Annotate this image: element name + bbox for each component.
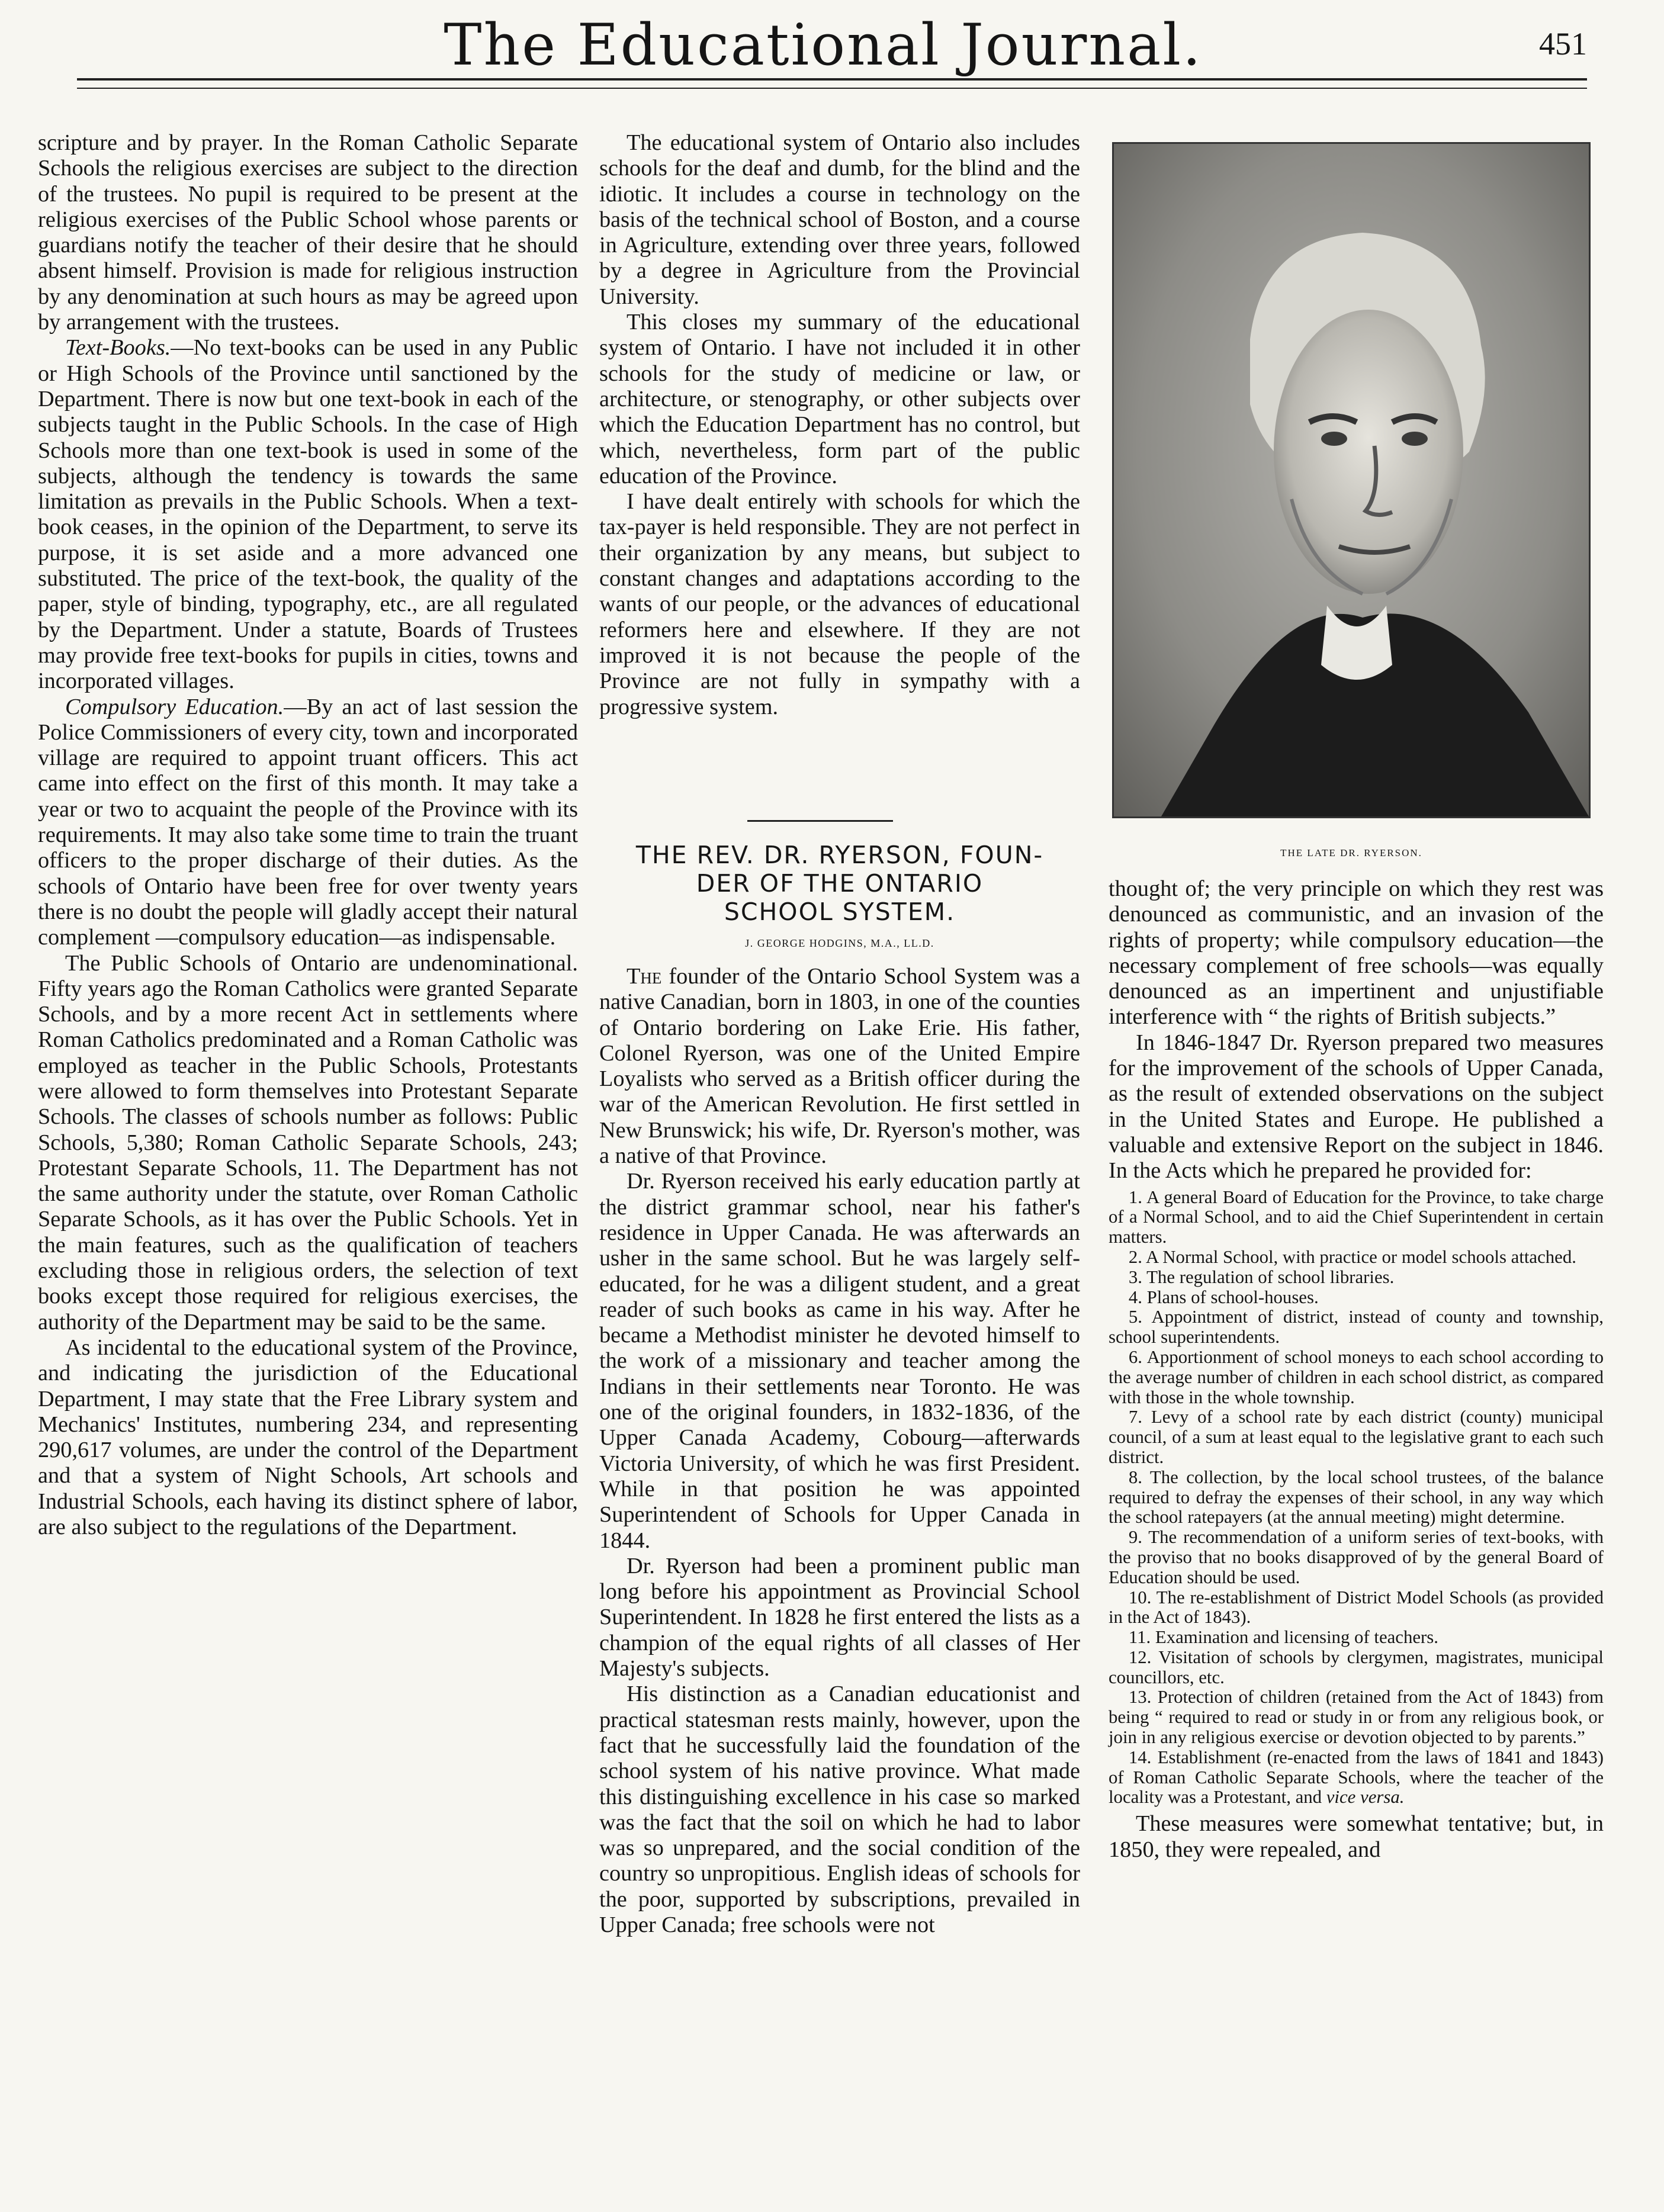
list-item: 12. Visitation of schools by clergymen, magistrates, municipal councillors, etc. [1109, 1647, 1604, 1687]
paragraph-body: By an act of last session the Police Commissioners of every city, town and incorporated village are required to appoint truant officers. This act came into effect on the first of this month. It may take a year or two to acquaint the people of the Province with its requirements. It may also take some time to train the truant officers to the proper discharge of their duties. As the schools of Ontario have been free for over twenty years there is no doubt the people will gladly accept their natural complement —compulsory education—as indispensable. [38, 694, 578, 950]
photo-caption: THE LATE DR. RYERSON. [1280, 847, 1422, 859]
section-divider [747, 820, 893, 822]
masthead [77, 8, 1587, 84]
list-item: 6. Apportionment of school moneys to each school according to the average number of children in each school district, as compared with those in the whole township. [1109, 1346, 1604, 1407]
column-two-top [599, 130, 1080, 720]
list-item: 4. Plans of school-houses. [1128, 1287, 1319, 1307]
paragraph: Text-Books.—No text-books can be used in any Public or High Schools of the Province until sanctioned by the Department. There is now but one text-book in each of the subjects taught in the Public Schools. In the case of High Schools more than one text-book is used in some of the subjects, although the tendency is towards the same limitation as prevails in the Public Schools. When a text-book ceases, in the opinion of the Department, to serve its purpose, it is set aside and a more advanced one substituted. The price of the text-book, the quality of the paper, style of binding, typography, etc., are all regulated by the Department. Under a statute, Boards of Trustees may provide free text-books for pupils in cities, towns and incorporated villages. [38, 335, 578, 694]
list-item [1109, 1748, 1604, 1808]
list-item: 13. Protection of children (retained from the Act of 1843) from being “ required to read or study in or from any religious book, or join in any religious exercise or devotion objected to by parents.” [1109, 1687, 1604, 1748]
list-item: 5. Appointment of district, instead of county and township, school superintendents. [1109, 1307, 1604, 1348]
article-title-line: THE REV. DR. RYERSON, FOUN- [635, 841, 1044, 869]
list-item: 10. The re-establishment of District Model Schools (as provided in the Act of 1843). [1109, 1587, 1604, 1628]
lead-word: The [626, 964, 662, 989]
paragraph: Compulsory Education.—By an act of last session the Police Commissioners of every city, town and incorporated village are required to appoint truant officers. This act came into effect on the first of this month. It may take a year or two to acquaint the people of the Province with its requirements. It may also take some time to train the truant officers to the proper discharge of their duties. As the schools of Ontario have been free for over twenty years there is no doubt the people will gladly accept their natural complement —compulsory education—as indispensable. [38, 694, 578, 950]
list-item-body: 14. Establishment (re-enacted from the laws of 1841 and 1843) of Roman Catholic Separate Schools, where the teacher of the locality was a Protestant, and [1109, 1747, 1604, 1808]
paragraph: thought of; the very principle on which they rest was denounced as communistic, and an invasion of the rights of property; while compulsory education—the necessary complement of free schools—was equally denounced as an impertinent and unjustifiable interference with “ the rights of British subjects.” [1109, 876, 1604, 1030]
list-item: 9. The recommendation of a uniform series of text-books, with the proviso that no books disapproved of by the general Board of Education should be used. [1109, 1527, 1604, 1587]
column-three [1109, 876, 1604, 1863]
article-title-line: SCHOOL SYSTEM. [724, 898, 956, 926]
paragraph: Dr. Ryerson received his early education partly at the district grammar school, near his father's residence in Upper Canada. He was afterwards an usher in the same school. But he was largely self-educated, for he was a diligent student, and a great reader of such books as came in his way. After he became a Methodist minister he devoted himself to the work of a missionary and teacher among the Indians in their settlements near Toronto. He was one of the original founders, in 1832-1836, of the Upper Canada Academy, Cobourg—afterwards Victoria University, of which he was first President. While in that position he was appointed Superintendent of Schools for Upper Canada in 1844. [599, 1169, 1080, 1553]
paragraph: I have dealt entirely with schools for which the tax-payer is held responsible. They are not perfect in their organization by any means, but subject to constant changes and adaptations according to the wants of our people, or the advances of educational reformers here and elsewhere. If they are not improved it is not because the people of the Province are not fully in sympathy with a progressive system. [599, 489, 1080, 719]
masthead-rule-top [77, 78, 1587, 81]
paragraph: scripture and by prayer. In the Roman Catholic Separate Schools the religious exercises are subject to the direction of the trustees. No pupil is required to be present at the religious exercises of the Public School whose parents or guardians notify the teacher of their desire that he should absent himself. Provision is made for religious instruction by any denomination at such hours as may be agreed upon by arrangement with the trustees. [38, 130, 578, 335]
paragraph: The Public Schools of Ontario are undenominational. Fifty years ago the Roman Catholics were granted Separate Schools, and by a more recent Act in settlements where Roman Catholics predominated and a Roman Catholic was employed as teacher in the Public Schools, Protestants were allowed to form themselves into Protestant Separate Schools. The classes of schools number as follows: Public Schools, 5,380; Roman Catholic Separate Schools, 243; Protestant Separate Schools, 11. The Department has not the same authority under the statute, over Roman Catholic Separate Schools, as it has over the Public Schools. Yet in the main features, such as the qualification of teachers excluding those in religious orders, the selection of text books except those required for religious exercises, the authority of the Department may be said to be the same. [38, 950, 578, 1335]
paragraph-body: No text-books can be used in any Public or High Schools of the Province until sanctioned by the Department. There is now but one text-book in each of the subjects taught in the Public Schools. In the case of High Schools more than one text-book is used in some of the subjects, although the tendency is towards the same limitation as prevails in the Public Schools. When a text-book ceases, in the opinion of the Department, to serve its purpose, it is set aside and a more advanced one substituted. The price of the text-book, the quality of the paper, style of binding, typography, etc., are all regulated by the Department. Under a statute, Boards of Trustees may provide free text-books for pupils in cities, towns and incorporated villages. [38, 335, 578, 694]
paragraph: Dr. Ryerson had been a prominent public man long before his appointment as Provincial School Superintendent. In 1828 he first entered the lists as a champion of the equal rights of all classes of Her Majesty's subjects. [599, 1553, 1080, 1681]
article-byline: J. GEORGE HODGINS, M.A., LL.D. [745, 937, 934, 949]
list-item: 11. Examination and licensing of teachers. [1128, 1627, 1438, 1648]
journal-title: The Educational Journal. [444, 12, 1203, 78]
lead-in-text-books: Text-Books. [65, 335, 171, 361]
list-item: 3. The regulation of school libraries. [1128, 1266, 1395, 1287]
lead-in-compulsory: Compulsory Education. [65, 694, 284, 719]
article-title-line: DER OF THE ONTARIO [696, 869, 984, 898]
article-heading [599, 841, 1080, 950]
measures-list [1109, 1188, 1604, 1808]
list-item: 8. The collection, by the local school trustees, of the balance required to defray the expenses of their school, in any way which the school ratepayers (at the annual meeting) might determine. [1109, 1467, 1604, 1528]
paragraph: This closes my summary of the educational system of Ontario. I have not included it in other schools for the study of medicine or law, or architecture, or stenography, or other subjects over which the Education Department has no control, but which, nevertheless, form part of the public education of the Province. [599, 310, 1080, 488]
masthead-rule-bottom [77, 88, 1587, 89]
list-item: 7. Levy of a school rate by each district (county) municipal council, of a sum at least equal to the legislative grant to each such district. [1109, 1407, 1604, 1467]
paragraph [599, 964, 1080, 1169]
page-number: 451 [1539, 26, 1587, 62]
list-item-emphasis: vice versa. [1326, 1787, 1405, 1808]
portrait-image [1114, 144, 1589, 816]
paragraph: The educational system of Ontario also includes schools for the deaf and dumb, for the blind and the idiotic. It includes a course in technology on the basis of the technical school of Boston, and a course in Agriculture, extending over three years, followed by a degree in Agriculture from the Provincial University. [599, 130, 1080, 309]
list-item: 1. A general Board of Education for the Province, to take charge of a Normal School, and to aid the Chief Superintendent in certain matters. [1109, 1187, 1604, 1248]
paragraph: As incidental to the educational system of the Province, and indicating the jurisdiction of the Educational Department, I may state that the Free Library system and Mechanics' Institutes, numbering 234, and representing 290,617 volumes, are under the control of the Department and that a system of Night Schools, Art schools and Industrial Schools, each having its distinct sphere of labor, are also subject to the regulations of the Department. [38, 1335, 578, 1540]
portrait-photo [1112, 142, 1591, 818]
column-one [38, 130, 578, 1540]
paragraph-body: founder of the Ontario School System was a native Canadian, born in 1803, in one of the counties of Ontario bordering on Lake Erie. His father, Colonel Ryerson, was one of the United Empire Loyalists who served as a British officer during the war of the American Revolution. He first settled in New Brunswick; his wife, Dr. Ryerson's mother, was a native of that Province. [599, 964, 1080, 1169]
paragraph: His distinction as a Canadian educationist and practical statesman rests mainly, however, upon the fact that he successfully laid the foundation of the school system of his native province. What made this distinguishing excellence in his case so marked was the fact that the soil on which he had to labor was so unprepared, and the social condition of the country so unpropitious. English ideas of schools for the poor, supported by subscriptions, prevailed in Upper Canada; free schools were not [599, 1681, 1080, 1937]
paragraph: In 1846-1847 Dr. Ryerson prepared two measures for the improvement of the schools of Upper Canada, as the result of extended observations on the subject in the United States and Europe. He published a valuable and extensive Report on the subject in 1846. In the Acts which he prepared he provided for: [1109, 1030, 1604, 1184]
list-item: 2. A Normal School, with practice or model schools attached. [1128, 1246, 1576, 1267]
column-two-article [599, 964, 1080, 1938]
paragraph: These measures were somewhat tentative; but, in 1850, they were repealed, and [1109, 1811, 1604, 1862]
